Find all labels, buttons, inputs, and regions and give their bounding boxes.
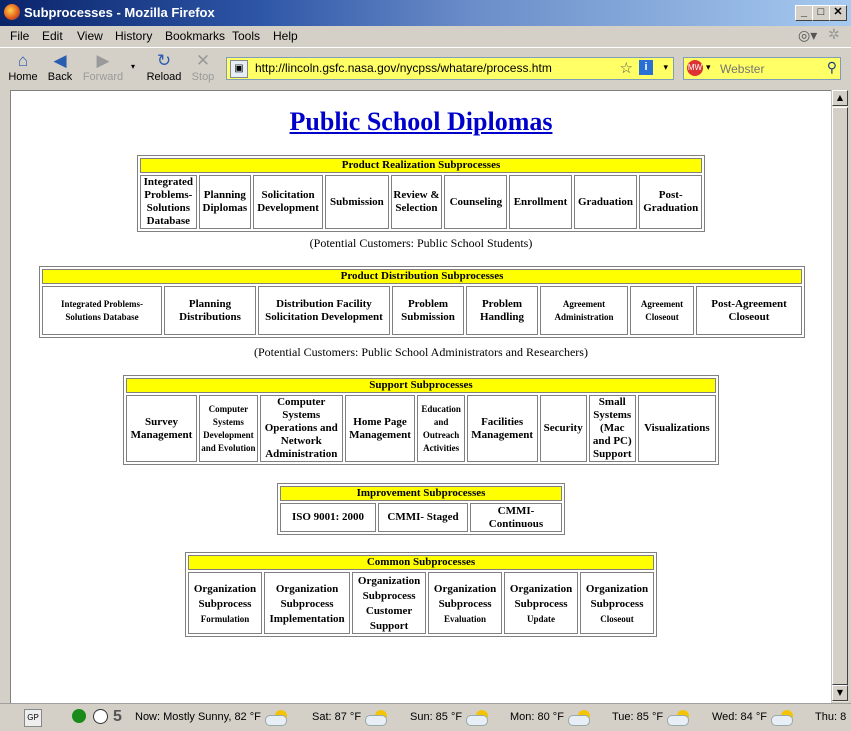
search-input[interactable]: [718, 60, 822, 77]
common-cell[interactable]: [188, 572, 262, 634]
common-cell-main: Organization Subprocess: [433, 582, 497, 610]
menu-edit[interactable]: Edit: [42, 29, 63, 43]
status-bar: [0, 703, 851, 731]
menu-file[interactable]: File: [10, 29, 30, 43]
common-header: Common Subprocesses: [188, 555, 654, 570]
support-cell[interactable]: Computer Systems Operations and Network Administration: [260, 395, 343, 462]
forecast-day[interactable]: [815, 707, 846, 727]
realization-cell[interactable]: Solicitation Development: [253, 175, 323, 229]
back-label: Back: [47, 71, 73, 83]
distribution-cell[interactable]: Problem Submission: [392, 286, 464, 335]
common-cell-main: Organization Subprocess: [509, 582, 573, 610]
realization-header: Product Realization Subprocesses: [140, 158, 702, 173]
support-cell[interactable]: Small Systems (Mac and PC) Support: [589, 395, 636, 462]
home-icon: ⌂: [17, 51, 29, 70]
realization-caption: (Potential Customers: Public School Students): [309, 236, 533, 250]
weather-now[interactable]: [135, 707, 289, 727]
search-engine-icon[interactable]: MW: [687, 60, 703, 76]
close-button[interactable]: ✕: [829, 5, 847, 21]
distribution-header: Product Distribution Subprocesses: [42, 269, 802, 284]
realization-cell[interactable]: Graduation: [574, 175, 638, 229]
address-bar[interactable]: [226, 57, 674, 80]
menu-bookmarks[interactable]: Bookmarks: [165, 29, 226, 43]
realization-cell[interactable]: Integrated Problems-Solutions Database: [140, 175, 197, 229]
common-cell-main: Organization Subprocess: [357, 575, 421, 602]
distribution-cell[interactable]: Problem Handling: [466, 286, 538, 335]
improvement-cell[interactable]: ISO 9001: 2000: [280, 503, 376, 532]
page-content: [10, 90, 831, 703]
window-title: Subprocesses - Mozilla Firefox: [24, 5, 215, 20]
history-dropdown-icon[interactable]: ▾: [130, 62, 135, 71]
forecast-day[interactable]: [312, 707, 389, 727]
back-button[interactable]: [44, 51, 76, 83]
menu-bar: [0, 26, 851, 46]
forward-arrow-icon: ▶: [96, 51, 110, 70]
bookmark-star-icon[interactable]: ☆: [619, 60, 633, 77]
throbber-icon: ✲: [828, 26, 840, 42]
common-cell-sub: Update: [527, 613, 556, 624]
distribution-cell[interactable]: Integrated Problems-Solutions Database: [42, 286, 162, 335]
menu-tools[interactable]: Tools: [232, 29, 261, 43]
support-table: [123, 375, 719, 465]
maximize-button[interactable]: □: [812, 5, 830, 21]
realization-cell[interactable]: Post-Graduation: [639, 175, 702, 229]
common-cell[interactable]: [264, 572, 350, 634]
menu-history[interactable]: History: [115, 29, 153, 43]
minimize-button[interactable]: _: [795, 5, 813, 21]
distribution-cell[interactable]: Agreement Administration: [540, 286, 628, 335]
common-cell[interactable]: [580, 572, 654, 634]
scrollbar-thumb[interactable]: [832, 107, 848, 685]
improvement-header: Improvement Subprocesses: [280, 486, 562, 501]
common-cell[interactable]: [352, 572, 426, 634]
support-cell[interactable]: Computer Systems Development and Evolution: [199, 395, 258, 462]
reload-label: Reload: [146, 71, 182, 83]
partly-sunny-icon: [265, 710, 289, 724]
realization-cell[interactable]: Review & Selection: [391, 175, 443, 229]
forecast-day[interactable]: [410, 707, 490, 727]
support-cell[interactable]: Survey Management: [126, 395, 197, 462]
tab-count: 5: [113, 708, 122, 725]
realization-table: [137, 155, 705, 232]
forecast-text: Tue: 85 °F: [612, 711, 664, 723]
realization-cell[interactable]: Enrollment: [509, 175, 571, 229]
improvement-table: [277, 483, 565, 535]
forecast-text: Mon: 80 °F: [510, 711, 564, 723]
realization-cell[interactable]: Planning Diplomas: [199, 175, 251, 229]
common-cell-sub: Formulation: [200, 613, 250, 624]
forward-label: Forward: [82, 71, 124, 83]
distribution-cell[interactable]: Agreement Closeout: [630, 286, 694, 335]
stop-icon: ✕: [195, 51, 211, 70]
status-indicator-icon[interactable]: ◎▾: [798, 27, 818, 43]
common-cell-main: Organization Subprocess: [585, 582, 649, 610]
url-dropdown-icon[interactable]: ▾: [663, 62, 668, 72]
stop-button[interactable]: [188, 51, 218, 83]
support-header: Support Subprocesses: [126, 378, 716, 393]
home-label: Home: [8, 71, 38, 83]
menu-view[interactable]: View: [77, 29, 103, 43]
search-engine-dropdown-icon[interactable]: ▾: [706, 62, 711, 72]
search-icon[interactable]: ⚲: [826, 59, 837, 75]
clock-icon[interactable]: [93, 709, 108, 724]
page-title-link[interactable]: Public School Diplomas: [289, 107, 553, 136]
distribution-caption: (Potential Customers: Public School Administrators and Researchers): [254, 345, 588, 359]
partly-sunny-icon: [568, 710, 592, 724]
title-bar: [0, 0, 851, 26]
support-cell[interactable]: Security: [540, 395, 587, 462]
common-cell-main: Organization Subprocess: [275, 582, 339, 610]
back-arrow-icon: ◀: [53, 51, 67, 70]
scroll-up-icon[interactable]: ▲: [832, 90, 848, 106]
support-cell[interactable]: Facilities Management: [467, 395, 538, 462]
reload-button[interactable]: [144, 51, 184, 83]
stop-label: Stop: [191, 71, 215, 83]
common-cell-sub: Customer Support: [365, 605, 413, 632]
partly-sunny-icon: [667, 710, 691, 724]
menu-help[interactable]: Help: [273, 29, 298, 43]
partly-sunny-icon: [466, 710, 490, 724]
distribution-table: [39, 266, 805, 338]
globe-icon[interactable]: [72, 709, 86, 723]
url-text[interactable]: http://lincoln.gsfc.nasa.gov/nycpss/whatare/process.htm: [255, 61, 552, 75]
improvement-cell[interactable]: CMMI- Staged: [378, 503, 468, 532]
common-cell[interactable]: [504, 572, 578, 634]
firefox-logo-icon: [4, 4, 20, 20]
forecast-text: Sat: 87 °F: [312, 711, 362, 723]
gp-addon-icon[interactable]: GP: [24, 709, 42, 727]
site-identity-icon[interactable]: ▣: [230, 60, 248, 78]
support-cell[interactable]: Home Page Management: [345, 395, 416, 462]
forecast-day[interactable]: [712, 707, 795, 727]
realization-cell[interactable]: Submission: [325, 175, 389, 229]
common-cell-sub: Evaluation: [444, 613, 487, 624]
partly-sunny-icon: [771, 710, 795, 724]
support-cell[interactable]: Education and Outreach Activities: [417, 395, 464, 462]
scroll-down-icon[interactable]: ▼: [832, 685, 848, 701]
forecast-text: Sun: 85 °F: [410, 711, 463, 723]
navigation-toolbar: [0, 47, 851, 90]
common-cell-main: Organization Subprocess: [193, 582, 257, 610]
forecast-text: Thu: 8: [815, 711, 847, 723]
home-button[interactable]: [6, 51, 40, 83]
common-cell[interactable]: [428, 572, 502, 634]
realization-cell[interactable]: Counseling: [444, 175, 507, 229]
forward-button[interactable]: [80, 51, 126, 83]
common-table: [185, 552, 657, 637]
support-cell[interactable]: Visualizations: [638, 395, 716, 462]
forecast-text: Wed: 84 °F: [712, 711, 767, 723]
partly-sunny-icon: [365, 710, 389, 724]
forecast-day[interactable]: [612, 707, 691, 727]
distribution-cell[interactable]: Distribution Facility Solicitation Development: [258, 286, 390, 335]
improvement-cell[interactable]: CMMI- Continuous: [470, 503, 562, 532]
distribution-cell[interactable]: Planning Distributions: [164, 286, 256, 335]
vertical-scrollbar[interactable]: [831, 90, 848, 702]
search-box[interactable]: [683, 57, 841, 80]
forecast-day[interactable]: [510, 707, 592, 727]
common-cell-sub: Implementation: [269, 612, 345, 625]
distribution-cell[interactable]: Post-Agreement Closeout: [696, 286, 802, 335]
common-cell-sub: Closeout: [600, 613, 634, 624]
reload-icon: ↻: [156, 51, 172, 70]
info-icon[interactable]: i: [639, 60, 653, 75]
weather-now-text: Now: Mostly Sunny, 82 °F: [135, 711, 261, 723]
